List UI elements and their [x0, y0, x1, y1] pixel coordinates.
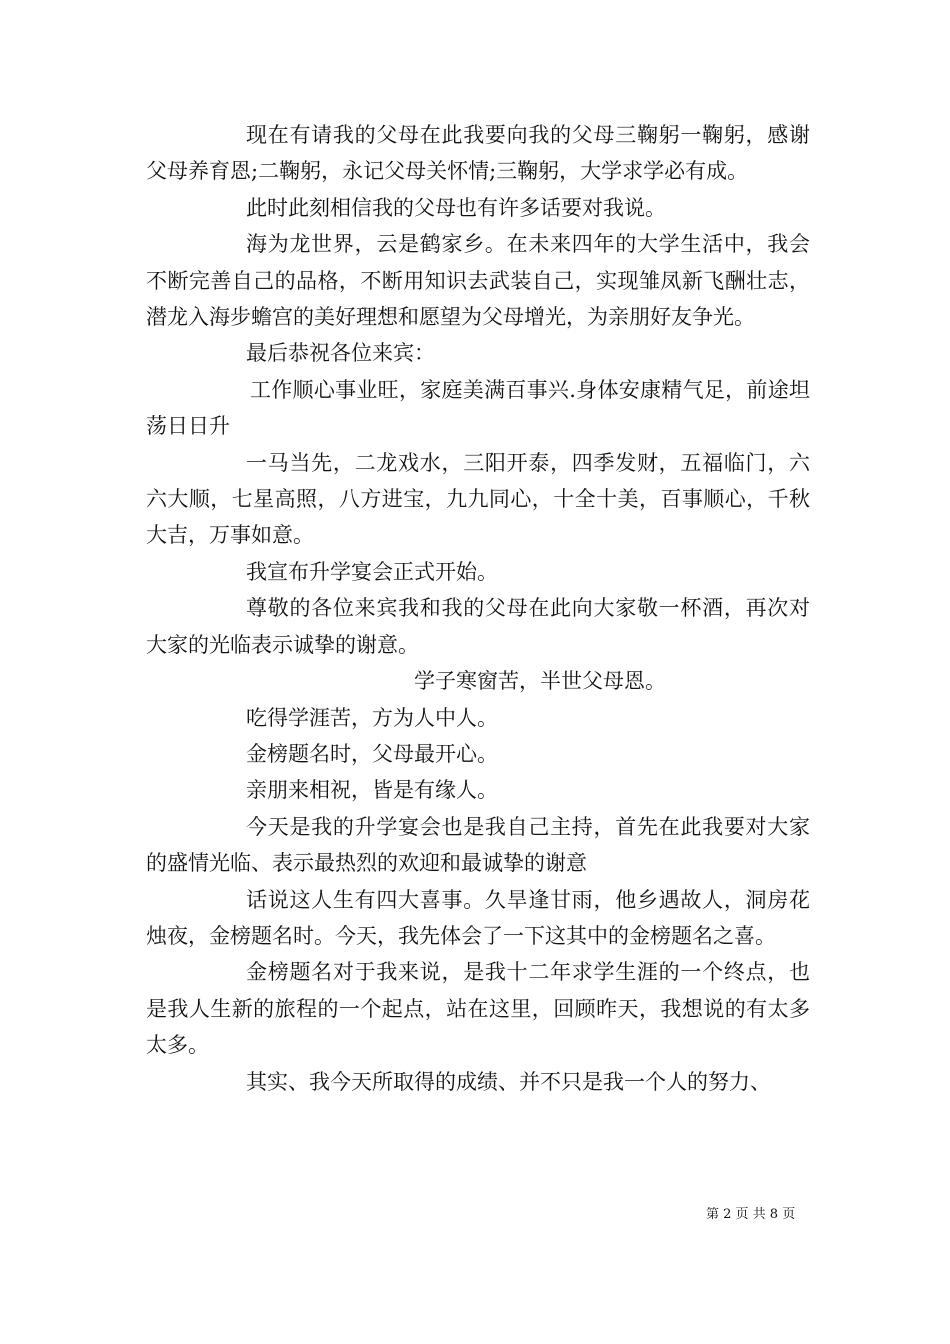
paragraph: 一马当先，二龙戏水，三阳开泰，四季发财，五福临门，六六大顺，七星高照，八方进宝，九九同心，十全十美，百事顺心，千秋大吉，万事如意。 — [146, 450, 810, 548]
centered-verse: 学子寒窗苦，半世父母恩。 — [414, 669, 666, 694]
paragraph: 现在有请我的父母在此我要向我的父母三鞠躬一鞠躬，感谢父母养育恩;二鞠躬，永记父母关怀情;三鞠躬，大学求学必有成。 — [146, 123, 810, 184]
paragraph: 亲朋来相祝，皆是有缘人。 — [246, 778, 498, 803]
paragraph: 其实、我今天所取得的成绩、并不只是我一个人的努力、 — [246, 1069, 771, 1094]
document-body — [146, 117, 810, 1100]
paragraph: 吃得学涯苦，方为人中人。 — [246, 705, 498, 730]
page-number: 第 2 页 共 8 页 — [706, 1207, 796, 1222]
paragraph: 工作顺心事业旺，家庭美满百事兴.身体安康精气足，前途坦荡日日升 — [146, 377, 810, 439]
paragraph: 尊敬的各位来宾我和我的父母在此向大家敬一杯酒，再次对大家的光临表示诚挚的谢意。 — [146, 596, 810, 657]
paragraph: 最后恭祝各位来宾： — [246, 341, 435, 366]
paragraph: 话说这人生有四大喜事。久旱逢甘雨，他乡遇故人，洞房花烛夜，金榜题名时。今天，我先体会了一下这其中的金榜题名之喜。 — [146, 887, 810, 948]
paragraph: 此时此刻相信我的父母也有许多话要对我说。 — [246, 195, 666, 220]
paragraph: 我宣布升学宴会正式开始。 — [246, 559, 498, 584]
paragraph: 金榜题名时，父母最开心。 — [246, 741, 498, 766]
paragraph: 海为龙世界，云是鹤家乡。在未来四年的大学生活中，我会不断完善自己的品格，不断用知识去武装自己，实现雏凤新飞酬壮志，潜龙入海步蟾宫的美好理想和愿望为父母增光，为亲朋好友争光。 — [146, 232, 810, 330]
paragraph: 今天是我的升学宴会也是我自己主持，首先在此我要对大家的盛情光临、表示最热烈的欢迎和最诚挚的谢意 — [146, 814, 810, 876]
paragraph: 金榜题名对于我来说，是我十二年求学生涯的一个终点，也是我人生新的旅程的一个起点，站在这里，回顾昨天，我想说的有太多太多。 — [146, 960, 810, 1058]
